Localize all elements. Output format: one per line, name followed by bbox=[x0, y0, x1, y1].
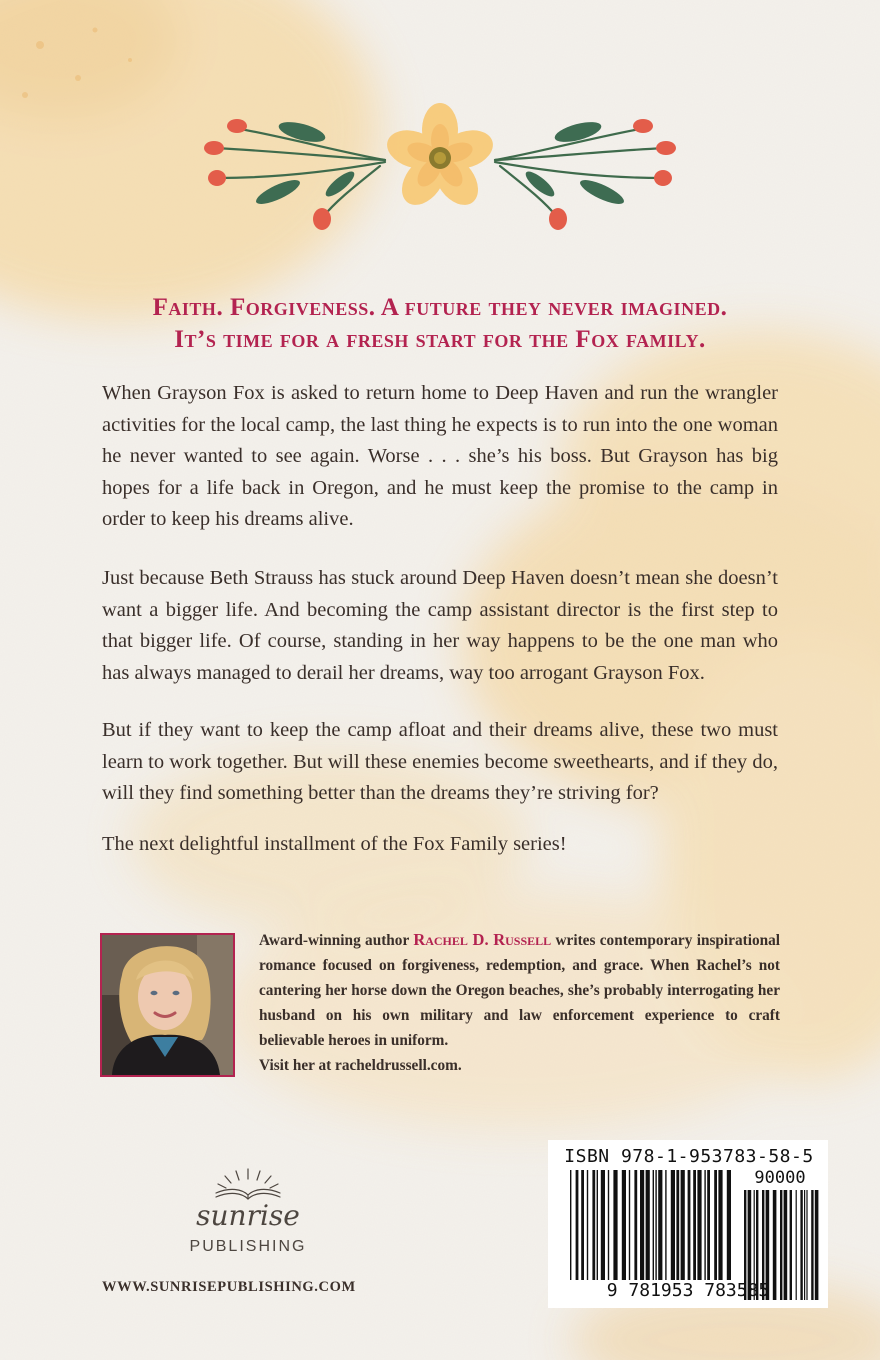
barcode-bar bbox=[640, 1170, 644, 1280]
barcode-bar bbox=[671, 1170, 675, 1280]
barcode-bar bbox=[676, 1170, 679, 1280]
barcode-bar bbox=[693, 1170, 696, 1280]
barcode-bar bbox=[629, 1170, 630, 1280]
author-bio bbox=[259, 927, 780, 1078]
barcode-bar bbox=[658, 1170, 662, 1280]
barcode-bar bbox=[597, 1170, 598, 1280]
blurb-paragraph-4: The next delightful installment of the Fox Family series! bbox=[102, 833, 567, 855]
barcode-bar bbox=[655, 1170, 656, 1280]
floral-ornament bbox=[190, 100, 690, 240]
barcode-bar bbox=[727, 1170, 731, 1280]
barcode-bar bbox=[665, 1170, 666, 1280]
barcode-bar bbox=[697, 1170, 701, 1280]
barcode-bar bbox=[704, 1170, 705, 1280]
blurb-paragraph-3: But if they want to keep the camp afloat and their dreams alive, these two must learn to work together. But will these enemies become sweethearts, and if they do, will they find something better than the dreams they’re striving for? bbox=[102, 719, 778, 804]
barcode-bar bbox=[622, 1170, 626, 1280]
author-name: Rachel D. Russell bbox=[413, 930, 552, 949]
isbn-barcode bbox=[548, 1140, 828, 1308]
publisher-logo bbox=[178, 1165, 318, 1265]
ean-digits: 9 781953 783585 bbox=[606, 1280, 770, 1301]
barcode-bar bbox=[688, 1170, 691, 1280]
barcode-bar bbox=[570, 1170, 571, 1280]
price-code: 90000 bbox=[754, 1168, 806, 1188]
barcode-bar bbox=[613, 1170, 617, 1280]
barcode-bar bbox=[681, 1170, 685, 1280]
barcode-bar bbox=[653, 1170, 654, 1280]
blurb-paragraph-2: Just because Beth Strauss has stuck around Deep Haven doesn’t mean she doesn’t want a bigger life. And becoming the camp assistant director is the first step to that bigger life. Of course, standing in her way happens to be the one man who has always managed to derail her dreams, way too arrogant Grayson Fox. bbox=[102, 567, 778, 684]
publisher-logo-word: sunrise bbox=[196, 1199, 300, 1232]
barcode-bar bbox=[581, 1170, 584, 1280]
barcode-bar bbox=[707, 1170, 710, 1280]
author-bio-text: writes contemporary inspirational romance focused on forgiveness, redemption, and grace. When Rachel’s not cantering her horse down the Oregon beaches, she’s probably interrogating her husband on his own military and law enforcement experience to craft believable heroes in uniform. bbox=[259, 932, 780, 1049]
barcode-bar bbox=[608, 1170, 609, 1280]
barcode-bar bbox=[587, 1170, 588, 1280]
tagline-line-1: Faith. Forgiveness. A future they never imagined. bbox=[152, 294, 728, 321]
barcode-bar bbox=[634, 1170, 637, 1280]
barcode-bar bbox=[646, 1170, 650, 1280]
tagline-line-2: It’s time for a fresh start for the Fox family. bbox=[174, 326, 706, 353]
barcode-bar bbox=[714, 1170, 717, 1280]
barcode-bar bbox=[601, 1170, 605, 1280]
barcode-bar bbox=[576, 1170, 579, 1280]
isbn-label: ISBN 978-1-953783-58-5 bbox=[564, 1146, 814, 1167]
author-website-line: Visit her at racheldrussell.com. bbox=[259, 1057, 462, 1074]
author-bio-intro: Award-winning author bbox=[259, 932, 409, 949]
barcode-bar bbox=[592, 1170, 595, 1280]
author-photo bbox=[100, 933, 235, 1077]
publisher-website: WWW.SUNRISEPUBLISHING.COM bbox=[102, 1279, 356, 1295]
publisher-logo-subtitle: PUBLISHING bbox=[189, 1238, 307, 1255]
blurb-paragraph-1: When Grayson Fox is asked to return home to Deep Haven and run the wrangler activities for the local camp, the last thing he expects is to run into the one woman he never wanted to see again. Worse . . . she’s his boss. But Grayson has big hopes for a life back in Oregon, and he must keep the promise to the camp in order to keep his dreams alive. bbox=[102, 382, 778, 530]
barcode-bar bbox=[718, 1170, 722, 1280]
